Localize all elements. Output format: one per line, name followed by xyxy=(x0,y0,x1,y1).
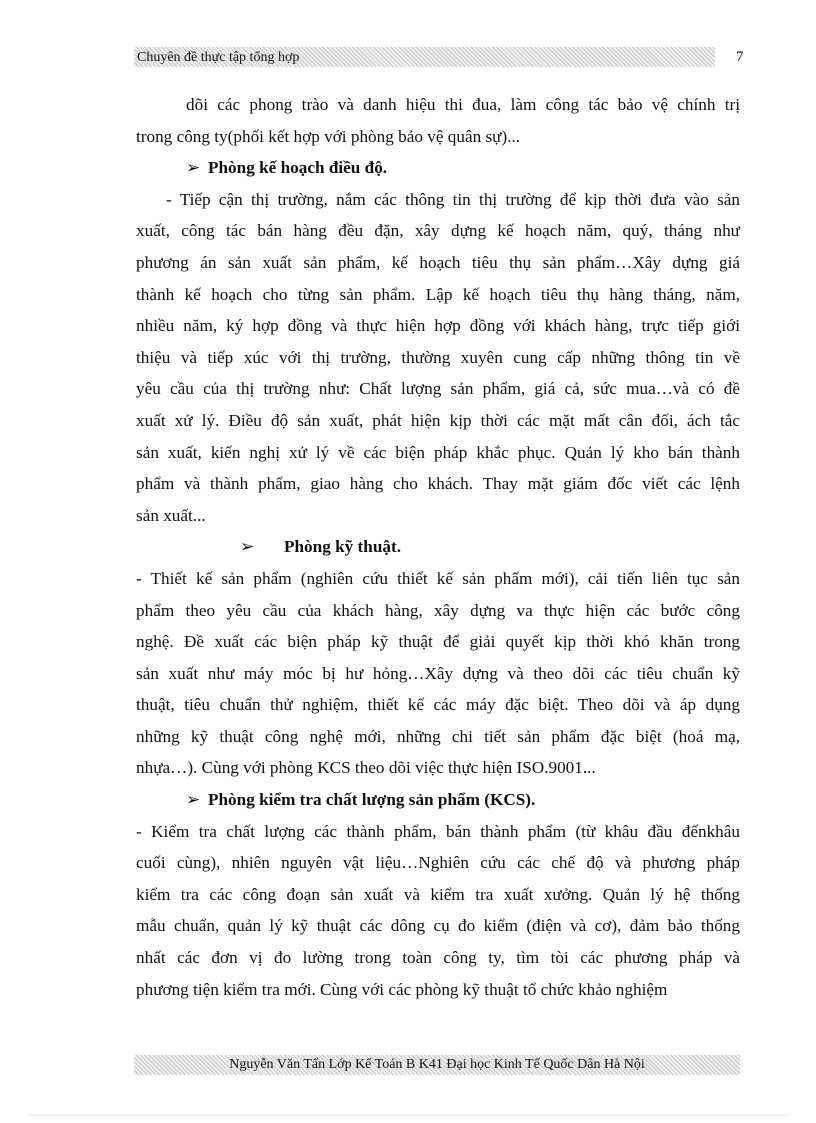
paragraph-line: - Kiểm tra chất lượng các thành phẩm, bán thành phẩm (từ khâu đầu đếnkhâu xyxy=(136,821,740,841)
paragraph-line: sản xuất như máy móc bị hư hỏng…Xây dựng và theo dõi các tiêu chuẩn kỹ xyxy=(136,663,740,683)
arrow-bullet-icon: ➢ xyxy=(186,158,201,178)
paragraph-line: sản xuất, kiến nghị xử lý về các biện pháp khắc phục. Quản lý kho bán thành xyxy=(136,442,740,462)
arrow-bullet-icon: ➢ xyxy=(186,790,201,810)
arrow-bullet-icon: ➢ xyxy=(240,537,255,557)
paragraph-line: thuật, tiêu chuẩn thử nghiệm, thiết kế các máy đặc biệt. Theo dõi và áp dụng xyxy=(136,695,740,715)
section-heading-text: Phòng kế hoạch điều độ. xyxy=(208,158,388,178)
paragraph-line: xuất, công tác bán hàng đều đặn, xây dựng kế hoạch năm, quý, tháng như xyxy=(136,221,740,241)
paragraph-line: nhiều năm, ký hợp đồng và thực hiện hợp đồng với khách hàng, trực tiếp giới xyxy=(136,316,740,336)
document-body xyxy=(136,89,740,1005)
paragraph-line: những kỹ thuật công nghệ mới, những chi tiết sản phẩm đặc biệt (hoá mạ, xyxy=(136,726,740,746)
paragraph-line: yêu cầu của thị trường như: Chất lượng sản phẩm, giá cả, sức mua…và có đề xyxy=(136,379,740,399)
paragraph-line: sản xuất... xyxy=(136,505,206,525)
paragraph-line: thiệu và tiếp xúc với thị trường, thường xuyên cung cấp những thông tin về xyxy=(136,347,740,367)
paragraph-line: phẩm và thành phẩm, giao hàng cho khách. Thay mặt giám đốc viết các lệnh xyxy=(136,474,740,494)
page-bottom-divider xyxy=(28,1115,788,1116)
paragraph-line: thành kế hoạch cho từng sản phẩm. Lập kế hoạch tiêu thụ hàng tháng, năm, xyxy=(136,284,740,304)
paragraph-line: nghệ. Đề xuất các biện pháp kỹ thuật để giải quyết kịp thời khó khăn trong xyxy=(136,632,740,652)
paragraph-line: nhựa…). Cùng với phòng KCS theo dõi việc thực hiện ISO.9001... xyxy=(136,758,596,778)
paragraph-line: mẫu chuẩn, quản lý kỹ thuật các dông cụ đo kiểm (điện và cơ), đảm bảo thống xyxy=(136,916,740,936)
paragraph-line: nhất các đơn vị đo lường trong toàn công ty, tìm tòi các phương pháp và xyxy=(136,948,740,968)
page-number: 7 xyxy=(736,49,744,65)
paragraph-line: xuất xử lý. Điều độ sản xuất, phát hiện kịp thời các mặt mất cân đối, ách tắc xyxy=(136,410,740,430)
paragraph-line: kiểm tra các công đoạn sản xuất và kiểm tra xuất xưởng. Quản lý hệ thống xyxy=(136,884,740,904)
paragraph-line: - Tiếp cận thị trường, nắm các thông tin thị trường để kịp thời đưa vào sản xyxy=(166,189,740,209)
paragraph-line: cuối cùng), nhiên nguyên vật liệu…Nghiên cứu các chế độ và phương pháp xyxy=(136,853,740,873)
paragraph-line: phương án sản xuất sản phẩm, kế hoạch tiêu thụ sản phẩm…Xây dựng giá xyxy=(136,252,740,272)
section-heading-ke-hoach xyxy=(136,152,740,184)
section-heading-kcs xyxy=(136,784,740,816)
footer-text: Nguyễn Văn Tấn Lớp Kế Toán B K41 Đại học Kinh Tế Quốc Dân Hà Nội xyxy=(229,1057,645,1072)
section-heading-ky-thuat xyxy=(136,531,740,563)
paragraph-line: phương tiện kiểm tra mới. Cùng với các phòng kỹ thuật tổ chức khảo nghiệm xyxy=(136,979,668,999)
paragraph-line: dõi các phong trào và danh hiệu thi đua, làm công tác bảo vệ chính trị xyxy=(186,95,740,114)
header-title: Chuyên đề thực tập tổng hợp xyxy=(137,50,300,65)
section-heading-text: Phòng kiểm tra chất lượng sản phẩm (KCS). xyxy=(208,790,536,810)
paragraph-line: - Thiết kế sản phẩm (nghiên cứu thiết kế sản phẩm mới), cải tiến liên tục sản xyxy=(136,568,740,588)
section-heading-text: Phòng kỹ thuật. xyxy=(284,537,402,557)
paragraph-line: trong công ty(phối kết hợp với phòng bảo vệ quân sự)... xyxy=(136,126,521,146)
paragraph-line: phẩm theo yêu cầu của khách hàng, xây dựng va thực hiện các bước công xyxy=(136,600,740,620)
